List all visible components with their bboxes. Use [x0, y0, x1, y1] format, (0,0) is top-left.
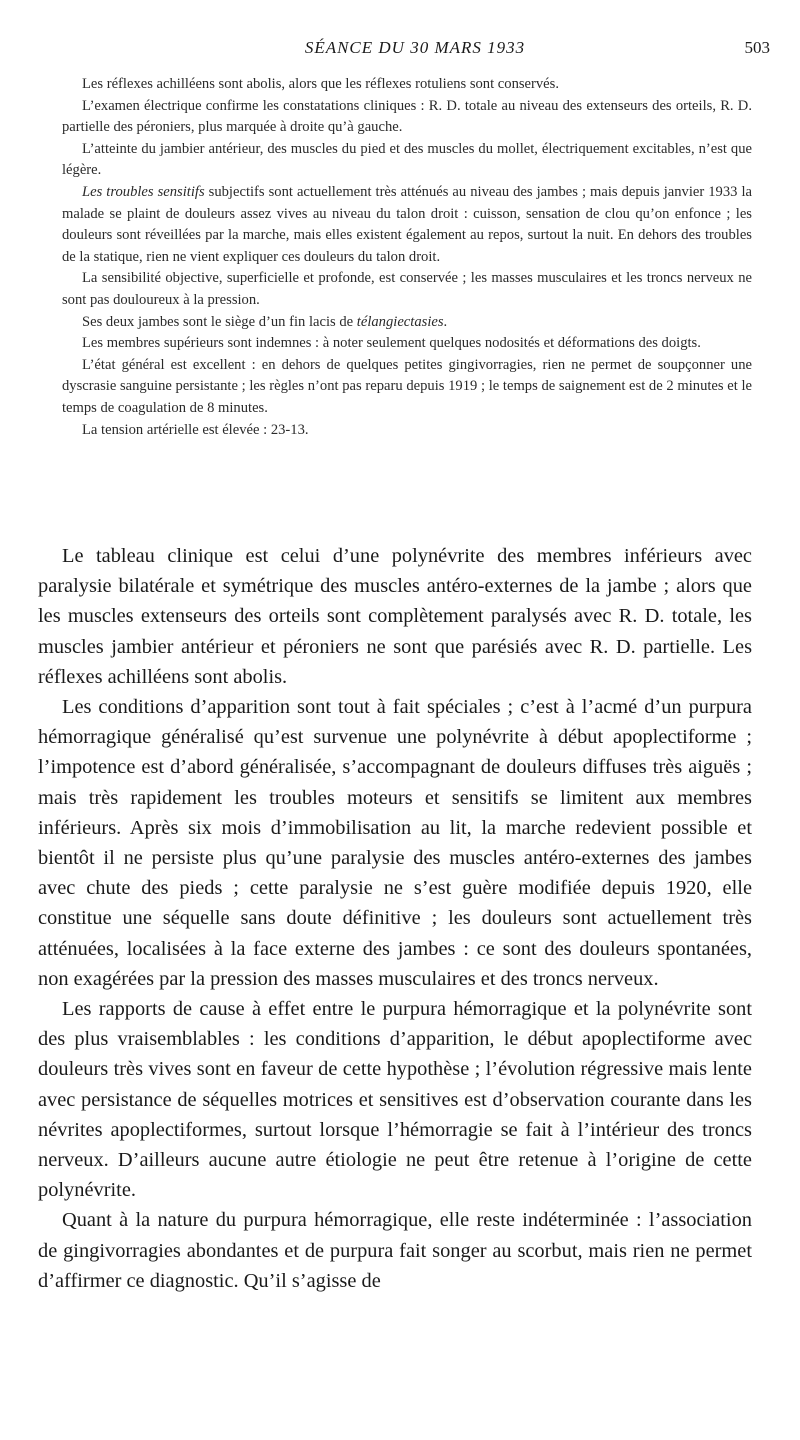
- paragraph-upper-limbs: Les membres supérieurs sont indemnes : à noter seulement quelques nodosités et déformations des doigts.: [82, 335, 701, 352]
- page-number: 503: [744, 38, 770, 57]
- italic-heading-sensory: Les troubles sensitifs: [82, 183, 205, 200]
- paragraph-general-state: L’état général est excellent : en dehors de quelques petites gingivorragies, rien ne permet de soupçonner une dyscrasie sanguine persistante ; les règles n’ont pas reparu depuis 1919 ; le temps de saignement est de 2 minutes et le temps de coagulation de 8 minutes.: [62, 356, 752, 416]
- italic-term-telangiectasias: télangiectasies: [356, 313, 444, 330]
- telangiectasias-lead: Ses deux jambes sont le siège d’un fin lacis de: [82, 313, 357, 330]
- paragraph-onset-conditions: Les conditions d’apparition sont tout à fait spéciales ; c’est à l’acmé d’un purpura hémorragique généralisé qu’est survenue une polynévrite à début apoplectiforme ; l’impotence est d’abord généralisée, s’accompagnant de douleurs diffuses très aiguës ; mais très rapidement les troubles moteurs et sensitifs se limitent aux membres inférieurs. Après six mois d’immobilisation au lit, la marche redevient possible et bientôt il ne persiste plus qu’une paralysie des muscles antéro-externes des jambes avec chute des pieds ; cette paralysie ne s’est guère modifiée depuis 1920, elle constitue une séquelle sans doute définitive ; les douleurs sont actuellement très atténuées, localisées à la face externe des jambes : ce sont des douleurs spontanées, non exagérées par la pression des masses musculaires et des troncs nerveux.: [38, 696, 752, 990]
- telangiectasias-end: .: [443, 313, 448, 330]
- paragraph-sensory-troubles: [62, 182, 752, 268]
- paragraph-purpura-nature: Quant à la nature du purpura hémorragique, elle reste indéterminée : l’association de gingivorragies abondantes et de purpura fait songer au scorbut, mais rien ne permet d’affirmer ce diagnostic. Qu’il s’agisse de: [38, 1209, 752, 1292]
- sensory-troubles-text: subjectifs sont actuellement très atténués au niveau des jambes ; mais depuis janvier 1933 la malade se plaint de douleurs assez vives au niveau du talon droit : cuisson, sensation de clou qu’on enfonce ; les douleurs sont réveillées par la marche, mais elles existent également au repos, surtout la nuit. En dehors des troubles de la statique, rien ne vient expliquer ces douleurs du talon droit.: [62, 183, 752, 265]
- paragraph-cause-effect: Les rapports de cause à effet entre le purpura hémorragique et la polynévrite sont des plus vraisemblables : les conditions d’apparition, le début apoplectiforme avec douleurs très vives sont en faveur de cette hypothèse ; l’évolution régressive mais lente avec persistance de séquelles motrices et sensitives est d’observation courante dans les névrites apoplectiformes, surtout lorsque l’hémorragie se fait à l’intérieur des troncs nerveux. D’ailleurs aucune autre étiologie ne peut être retenue à l’origine de cette polynévrite.: [38, 998, 752, 1202]
- paragraph-telangiectasias: [62, 312, 752, 334]
- paragraph-achilles-reflexes: Les réflexes achilléens sont abolis, alors que les réflexes rotuliens sont conservés.: [82, 76, 559, 92]
- paragraph-blood-pressure: La tension artérielle est élevée : 23-13.: [82, 421, 309, 438]
- running-header: [60, 38, 770, 62]
- case-observation-small-print: [62, 74, 752, 441]
- paragraph-objective-sensitivity: La sensibilité objective, superficielle et profonde, est conservée ; les masses musculaires et les troncs nerveux ne sont pas douloureux à la pression.: [62, 270, 752, 308]
- running-title: SÉANCE DU 30 MARS 1933: [304, 38, 526, 57]
- paragraph-electrical-exam: L’examen électrique confirme les constatations cliniques : R. D. totale au niveau des extenseurs des orteils, R. D. partielle des péroniers, plus marquée à droite qu’à gauche.: [62, 97, 752, 136]
- paragraph-anterior-tibial: L’atteinte du jambier antérieur, des muscles du pied et des muscles du mollet, électriquement excitables, n’est que légère.: [62, 140, 752, 179]
- paragraph-clinical-picture: Le tableau clinique est celui d’une polynévrite des membres inférieurs avec paralysie bilatérale et symétrique des muscles antéro-externes de la jambe ; alors que les muscles extenseurs des orteils sont complètement paralysés avec R. D. totale, les muscles jambier antérieur et péroniers ne sont que parésiés avec R. D. partielle. Les réflexes achilléens sont abolis.: [38, 545, 752, 688]
- discussion-body-text: [38, 541, 752, 1296]
